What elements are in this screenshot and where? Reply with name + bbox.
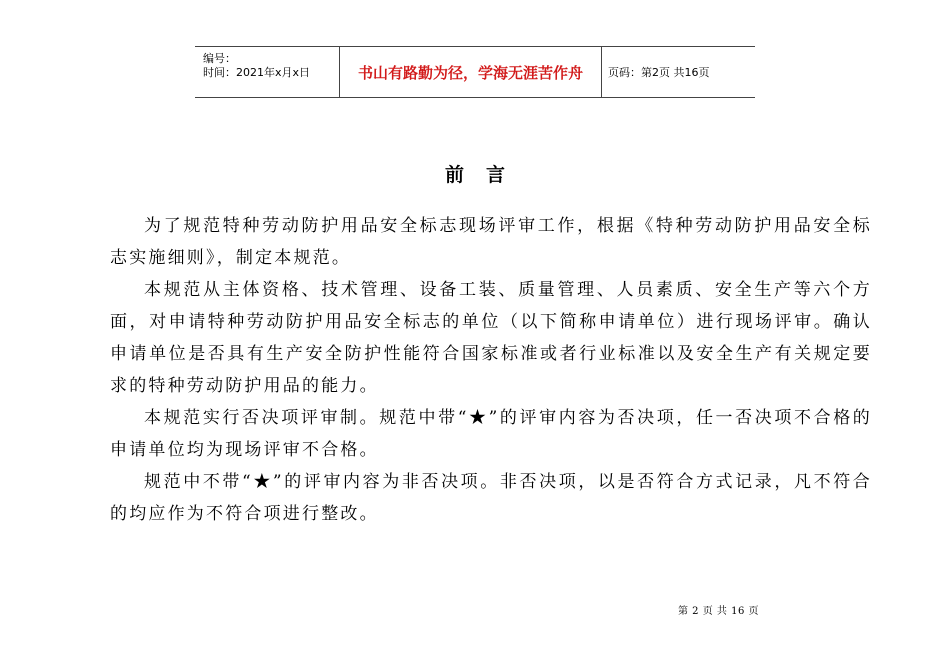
paragraph-3: 本规范实行否决项评审制。规范中带“★”的评审内容为否决项，任一否决项不合格的申请单位均为现场评审不合格。: [110, 408, 872, 460]
time-label: 时间：2021年x月x日: [203, 66, 311, 79]
page-footer: 第 2 页 共 16 页: [678, 606, 759, 617]
page-title: 前言: [444, 164, 527, 186]
page-label: 页码：第2页 共16页: [608, 66, 710, 79]
paragraph-1: 为了规范特种劳动防护用品安全标志现场评审工作，根据《特种劳动防护用品安全标志实施细则》，制定本规范。: [110, 216, 872, 268]
document-header: [195, 46, 755, 98]
paragraph-4: 规范中不带“★”的评审内容为非否决项。非否决项，以是否符合方式记录，凡不符合的均应作为不符合项进行整改。: [110, 472, 872, 524]
body-text: [110, 210, 872, 530]
paragraph-2: 本规范从主体资格、技术管理、设备工装、质量管理、人员素质、安全生产等六个方面，对申请特种劳动防护用品安全标志的单位（以下简称申请单位）进行现场评审。确认申请单位是否具有生产安全防护性能符合国家标准或者行业标准以及安全生产有关规定要求的特种劳动防护用品的能力。: [110, 280, 872, 396]
header-info-cell: [195, 47, 340, 97]
motto: 书山有路勤为径，学海无涯苦作舟: [340, 47, 602, 97]
number-label: 编号：: [203, 52, 236, 65]
